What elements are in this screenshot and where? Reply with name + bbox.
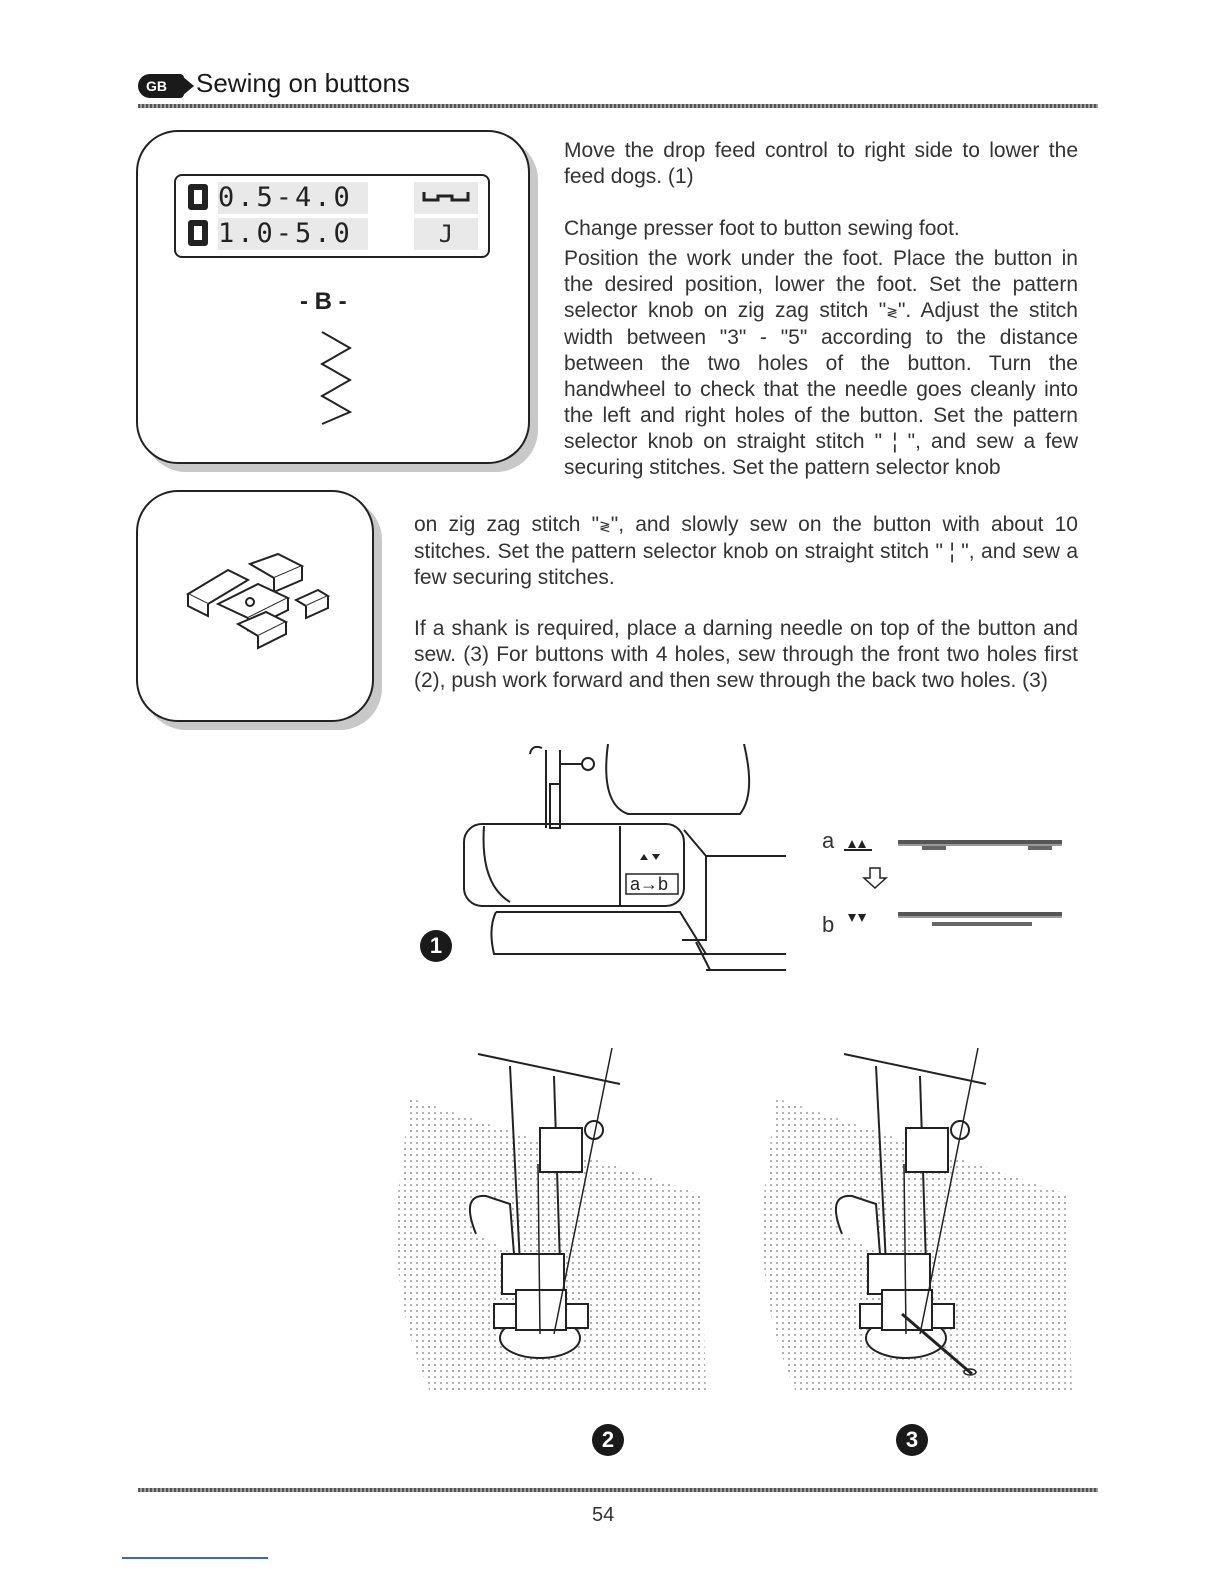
- page-number: 54: [592, 1504, 615, 1526]
- length-range: 1.0-5.0: [218, 218, 368, 250]
- sewing-button-front-holes-illustration: [390, 1044, 710, 1392]
- pattern-label: - B -: [300, 288, 347, 315]
- instruction-paragraph-3-text-a: Position the work under the foot. Place the button in the desired position, lower the foot. Set the pattern selector knob on zig zag stitch ": [564, 247, 1078, 322]
- down-arrow-icon: [864, 868, 886, 888]
- figure-3-marker: 3: [896, 1424, 928, 1456]
- instruction-paragraph-3-text-c: on zig zag stitch ": [414, 513, 600, 536]
- instruction-paragraph-2: Change presser foot to button sewing foot.: [564, 217, 960, 240]
- stitch-display-panel: [136, 130, 530, 464]
- width-indicator-icon: [188, 184, 208, 210]
- presser-foot-panel: [136, 490, 374, 722]
- page-header: [138, 66, 1098, 106]
- feed-switch-label: a→b: [630, 874, 669, 894]
- width-range: 0.5-4.0: [218, 182, 368, 214]
- lcd-display: [174, 174, 490, 258]
- foot-symbol: J: [414, 218, 478, 250]
- bottom-underline: [122, 1557, 268, 1559]
- feed-position-b-label: b: [822, 912, 835, 937]
- instruction-paragraph-3-text-d: ", and slowly sew on the button with about 10 stitches. Set the pattern selector knob on straight stitch " ¦ ", and sew a few securing stitches.: [414, 513, 1078, 589]
- instruction-paragraph-4: If a shank is required, place a darning needle on top of the button and sew. (3) For buttons with 4 holes, sew through the front two holes first (2), push work forward and then sew through the back two holes. (3): [414, 617, 1078, 692]
- feed-dog-position-diagram: [842, 830, 1062, 938]
- feed-position-a-label: a: [822, 828, 835, 853]
- language-badge: GB: [138, 74, 184, 98]
- lcd-row-length: [188, 218, 478, 250]
- instruction-paragraph-3-text-b: ". Adjust the stitch width between "3" - "5" according to the distance between the two holes of the button. Turn the handwheel to check that the needle goes cleanly into the left and right holes of the button. Set the pattern selector knob on straight stitch " ¦ ", and sew a few securing stitches. Set the pattern selector knob: [564, 299, 1078, 479]
- header-rule: [138, 104, 1098, 108]
- zigzag-stitch-glyph-2: ≷: [599, 518, 611, 534]
- sewing-button-shank-illustration: [756, 1044, 1076, 1392]
- buttonhole-symbol-icon: [414, 182, 478, 214]
- figure-1-marker: 1: [420, 930, 452, 962]
- zigzag-stitch-glyph-1: ≷: [886, 304, 898, 320]
- figure-2-marker: 2: [592, 1424, 624, 1456]
- drop-feed-control-illustration: [460, 744, 800, 974]
- zigzag-stitch-icon: [316, 328, 356, 428]
- length-indicator-icon: [188, 220, 208, 246]
- instruction-paragraph-1: Move the drop feed control to right side to lower the feed dogs. (1): [564, 139, 1078, 188]
- footer-rule: [138, 1488, 1098, 1492]
- button-sewing-foot-icon: [178, 544, 338, 664]
- lcd-row-width: [188, 182, 478, 214]
- instruction-paragraph-3-continued: [414, 512, 1078, 591]
- instruction-paragraph-3: [564, 246, 1078, 481]
- page-title: Sewing on buttons: [196, 68, 410, 98]
